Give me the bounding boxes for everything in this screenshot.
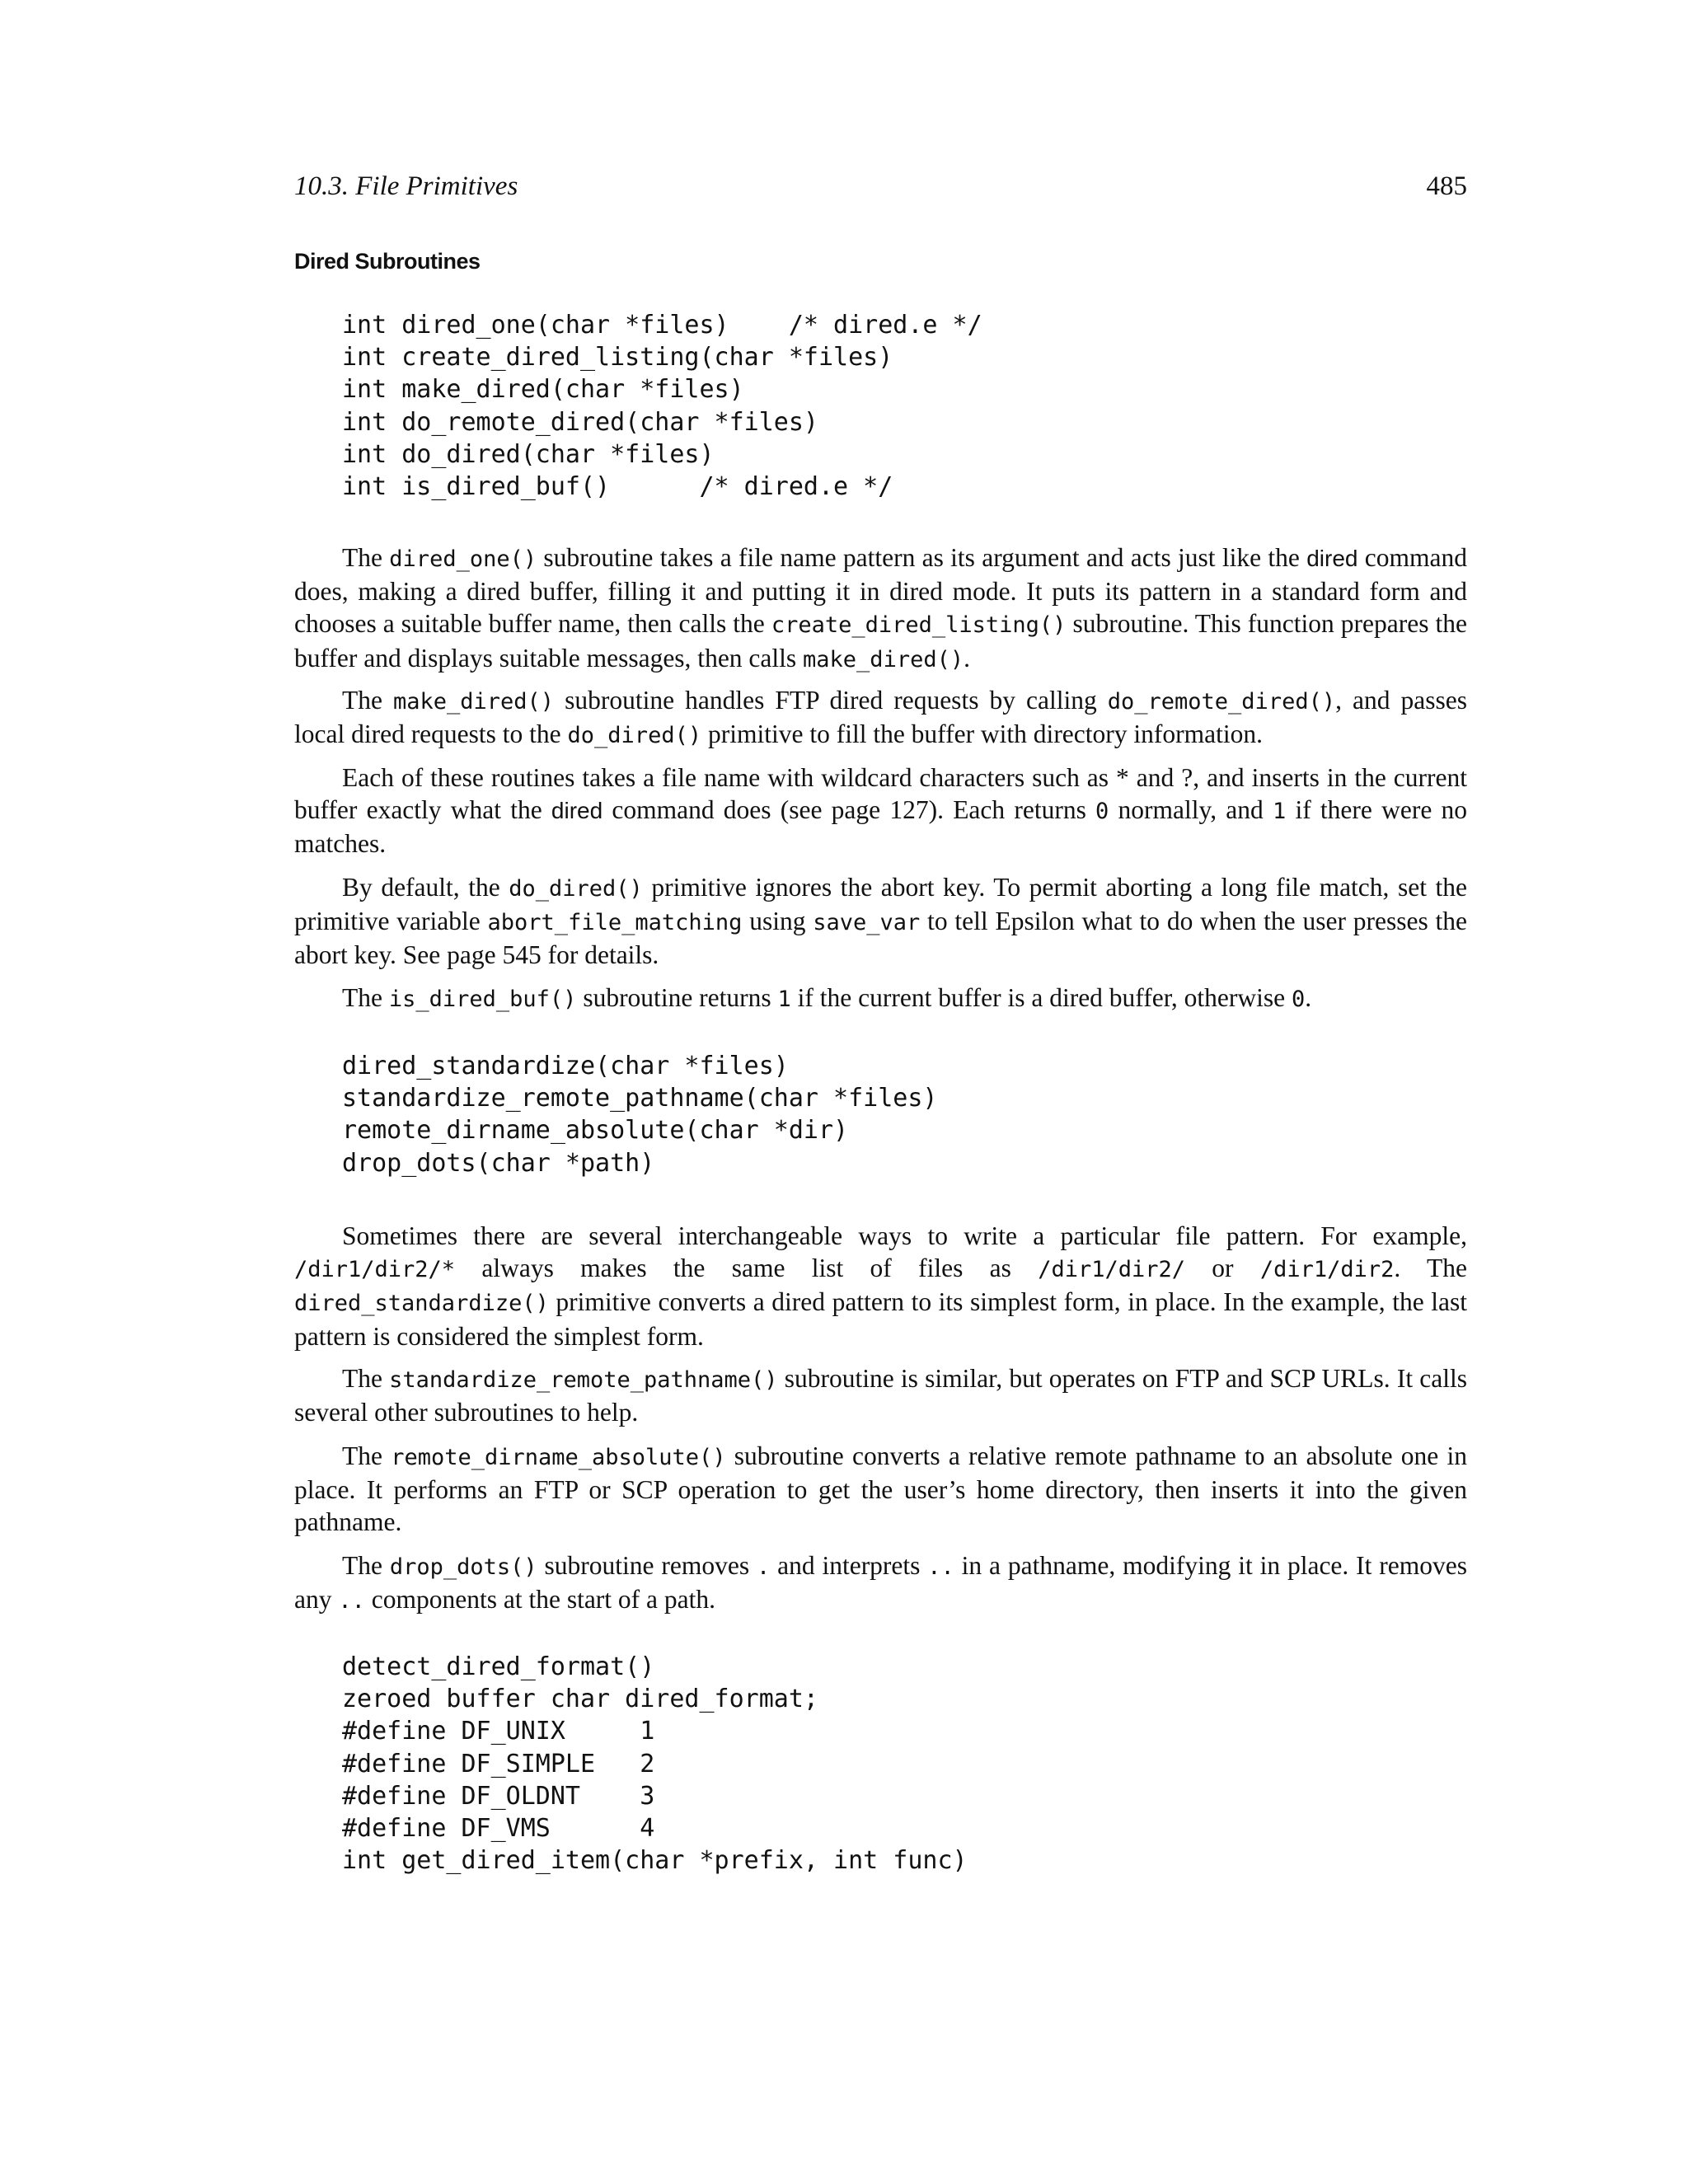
- paragraph: The standardize_remote_pathname() subroutine is similar, but operates on FTP and SCP URLs. It calls several other subroutines to help.: [294, 1364, 1467, 1427]
- paragraph: The remote_dirname_absolute() subroutine converts a relative remote pathname to an absolute one in place. It performs an FTP or SCP operation to get the user’s home directory, then inserts it into the given pathname.: [294, 1441, 1467, 1537]
- page-number: 485: [1426, 171, 1467, 201]
- paragraph: The make_dired() subroutine handles FTP dired requests by calling do_remote_dired(), and passes local dired requests to the do_dired() primitive to fill the buffer with directory information.: [294, 686, 1467, 749]
- section-title: 10.3. File Primitives: [294, 171, 518, 201]
- paragraph: By default, the do_dired() primitive ignores the abort key. To permit aborting a long file match, set the primitive variable abort_file_matching using save_var to tell Epsilon what to do when the user presses the abort key. See page 545 for details.: [294, 873, 1468, 970]
- paragraph: The dired_one() subroutine takes a file name pattern as its argument and acts just like the dired command does, making a dired buffer, filling it and putting it in dired mode. It puts its pattern in a standard form and chooses a suitable buffer name, then calls the create_dired_listing() subroutine. This function prepares the buffer and displays suitable messages, then calls make_dired().: [294, 543, 1467, 673]
- paragraph: The drop_dots() subroutine removes . and interprets .. in a pathname, modifying it in place. It removes any .. components at the start of a path.: [294, 1551, 1467, 1615]
- code-block-dired-format: detect_dired_format() zeroed buffer char dired_format; #define DF_UNIX 1 #define DF_SIMPLE 2 #define DF_OLDNT 3 #define DF_VMS 4 int get_dired_item(char *prefix, int func): [342, 1652, 968, 1876]
- code-block-declarations: int dired_one(char *files) /* dired.e */ int create_dired_listing(char *files) int make_dired(char *files) int do_remote_dired(char *files) int do_dired(char *files) int is_dired_buf() /* dired.e */: [342, 311, 982, 502]
- paragraph: The is_dired_buf() subroutine returns 1 if the current buffer is a dired buffer, otherwise 0.: [342, 983, 1312, 1012]
- running-header: [294, 168, 1467, 204]
- subheading: Dired Subroutines: [294, 249, 481, 274]
- paragraph: Each of these routines takes a file name with wildcard characters such as * and ?, and inserts in the current buffer exactly what the dired command does (see page 127). Each returns 0 normally, and 1 if there were no matches.: [294, 763, 1468, 859]
- document-page: [294, 0, 1467, 2184]
- paragraph: Sometimes there are several interchangeable ways to write a particular file pattern. For example, /dir1/dir2/* always makes the same list of files as /dir1/dir2/ or /dir1/dir2. The dired_standardize() primitive converts a dired pattern to its simplest form, in place. In the example, the last pattern is considered the simplest form.: [294, 1221, 1468, 1351]
- code-block-pathname-functions: dired_standardize(char *files) standardize_remote_pathname(char *files) remote_dirname_absolute(char *dir) drop_dots(char *path): [342, 1052, 938, 1178]
